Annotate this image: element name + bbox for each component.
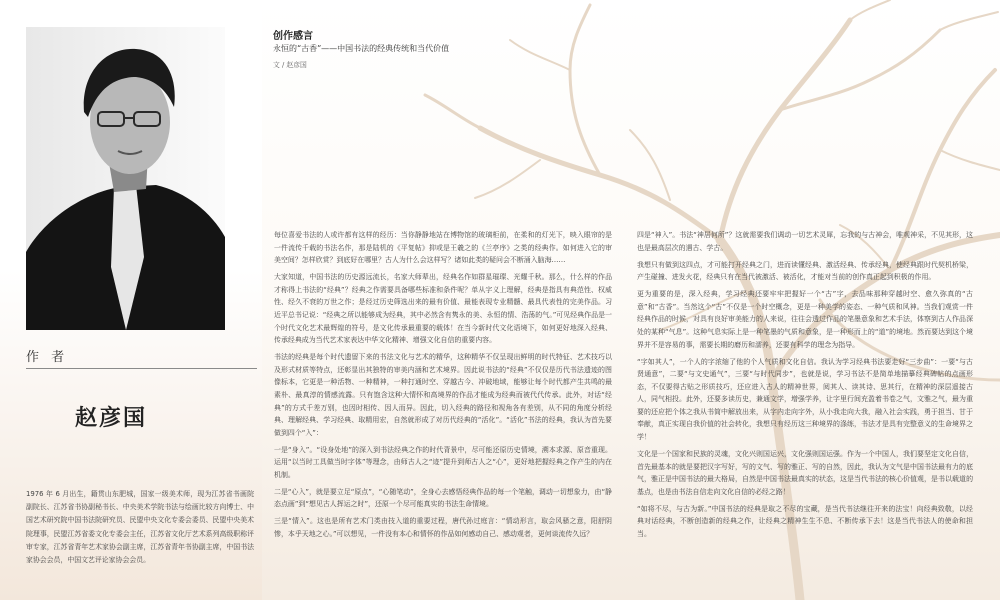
author-portrait-photo [26,27,225,330]
paragraph: 四是“神入”。书法“神居何所”？这就需要我们调动一切艺术灵犀，忘我的与古神会，唯观神采，不见其形，这也是最高层次的遇古、学古。 [637,231,973,252]
author-name: 赵彦国 [75,405,148,431]
article-section-title: 创作感言 [273,31,313,42]
paragraph: 一是“身入”。“设身处地”的深入到书法经典之作的时代背景中，尽可能还原历史情境，溯本求源、原音重现。运用“以当时工具做当时字体”等理念，由师古人之“迹”提升到师古人之“心”，更好地把握经典之作产生的内在机制。 [274,445,612,479]
portrait-illustration [26,27,225,330]
paragraph: 更为重要的是，深入经典，学习经典还要牢牢把握好一个“古”字，去品味那种穿越时空、愈久弥真的“古意”和“古香”。当然这个“古”不仅是一个时空概念，更是一种美学的姿态、一种气质和风神。当我们观赏一件经典作品的时候，对具有良好审美能力的人来说，往往会透过作品的笔墨意象和艺术手法，体察到古人作品深处的某种“气息”。这种气息实际上是一种笔墨的气质和意象，是一种形而上的“道”的境地。然而要达到这个境界并不是容易的事，需要长期的磨历和濡养，还要有科学的理念为指导。 [637,290,973,349]
article-column-left [274,229,612,545]
paragraph: “如将不尽，与古为新。”中国书法的经典是取之不尽的宝藏，是当代书法继往开来的法宝！向经典致敬，以经典对话经典，不断创造新的经典之作，让经典之精神生生不息、不断传承下去！这是当代书法人的使命和担当。 [637,504,973,539]
article-column-right [637,229,973,545]
author-bio: 1976 年 6 月出生，籍贯山东肥城，国家一级美术师，现为江苏省书画院副院长、江苏省书协副秘书长、中央美术学院书法与绘画比较方向博士、中国艺术研究院中国书法院研究员、民盟中央文化专委会委员、民盟中央美术院理事，民盟江苏省委文化专委会主任，江苏省文化厅艺术系列高级职称评审专家，江苏省青年艺术家协会副主席，江苏省青年书协副主席，中国书法家协会会员，中国文艺评论家协会会员。 [26,490,254,565]
article-subtitle: 永恒的“古香”——中国书法的经典传统和当代价值 [273,44,450,53]
paragraph: 每位喜爱书法的人或许都有这样的经历：当你静静地站在博物馆的玻璃柜前，在柔和的灯光下，映入眼帘的是一件流传千载的书法名作，那是陆机的《平复帖》抑或是王羲之的《兰亭序》之类的经典作。如何进入它的审美空间？怎样欣赏？到底好在哪里？古人为什么会这样写？诸如此类的疑问会不断涌入脑海…… [274,231,612,265]
author-label: 作 者 [26,350,69,365]
paragraph: “字如其人”，一个人的字浓缩了他的个人气质和文化自信。我认为学习经典书法要走好“三步曲”：一要“与古贤通意”，二要“与文史通气”，三要“与时代同步”，也就是说，学习书法不是简单地描摹经典碑帖的点画形态，不仅要得古贴之形质技巧，还应进入古人的精神世界，阅其人、读其诗、思其行，在精神的深层遥接古人，同气相投。此外，还要多读历史，兼通文学，增强学养，让字里行间充盈着书卷之气，文雅之气，最为重要的还应把个体之我从书简中解放出来，从字内走向字外，从小我走向大我，融入社会实践，勇于担当、甘于奉献，真正实现自我价值的社会转化，我想只有经历这三种境界的涤练，书法才是具有完整意义的生命境界之学！ [637,357,973,442]
paragraph: 我想只有做到这四点，才可能打开经典之门，进而读懂经典、激活经典、传承经典，使经典跟时代契机桥梁，产生碰撞、进发火花，经典只有在当代被激活、被活化，才能对当前的创作真正起到积极的作用。 [637,260,973,282]
article-byline: 文 / 赵彦国 [273,61,307,69]
paragraph: 大家知道，中国书法的历史源远流长，名家大师辈出，经典名作如群星璀璨、光耀千秋。那么，什么样的作品才称得上书法的“经典”？经典之作需要具备哪些标准和条件呢？单从字义上理解，经典是指具有典范性、权威性、经久不衰的万世之作；是经过历史筛选出来的最有价值、最能表现专业精髓、最具代表性的完美作品。习近平总书记说：“经典之所以能够成为经典，其中必然含有隽永的美、永恒的情、浩荡的气。”可见经典作品是一个时代文化艺术最辉煌的符号，是文化传承最重要的载体！在当今新时代文化语境下，如何更好地深入经典、传承经典成为当代艺术家表达中华文化精神、增强文化自信的重要内容。 [274,273,612,345]
author-divider [26,368,257,369]
paragraph: 书法的经典是每个时代遗留下来的书法文化与艺术的精华，这种精华不仅呈现出鲜明的时代特征、艺术技巧以及形式材质等特点，还彰显出其独特的审美内涵和艺术境界。因此说书法的“经典”不仅仅是历代书法遗迹的图像标本，它更是一种活物、一种精神，一种打通时空、穿越古今、冲破地域，能够让每个时代都产生共鸣的最素朴、最真淳的情感流露。只有饱含这种大情怀和高境界的作品才能成为经典而被代代传承。此外，对话“经典”的方式千差万别，也因时相传、因人而异。因此，切入经典的路径和视角各有差别，从不同的角度分析经典、理解经典、学习经典、取精用宏，自然就形成了对历代经典的“活化”。“活化”书法的经典，我认为首先要做到四个“入”： [274,353,612,437]
paragraph: 文化是一个国家和民族的灵魂，文化兴则国运兴，文化强则国运强。作为一个中国人，我们要坚定文化自信，首先最基本的就是要把汉字写好，写的文气、写的雅正、写的自然，因此，我认为文气是中国书法最有力的底气，雅正是中国书法的最大格局，自然是中国书法最真实的状态，这是当代书法的核心价值观，是书以载道的基点，也是由书法自信走向文化自信的必经之路！ [637,450,973,496]
paragraph: 二是“心入”，就是要立足“原点”，“心随笔动”，全身心去感悟经典作品的每一个笔触，调动一切想象力，由“静态点画”到“想见古人挥运之时”，还原一个尽可能真实的书法生命情境。 [274,487,612,509]
paragraph: 三是“情入”。这也是所有艺术门类由技入道的重要过程，唐代孙过庭言：“情动形言，取会风骚之意，阳舒阴惨，本乎天地之心。”可以想见，一件没有本心和情怀的作品如何感动自己、感动观者，更何谈流传久远？ [274,517,612,539]
